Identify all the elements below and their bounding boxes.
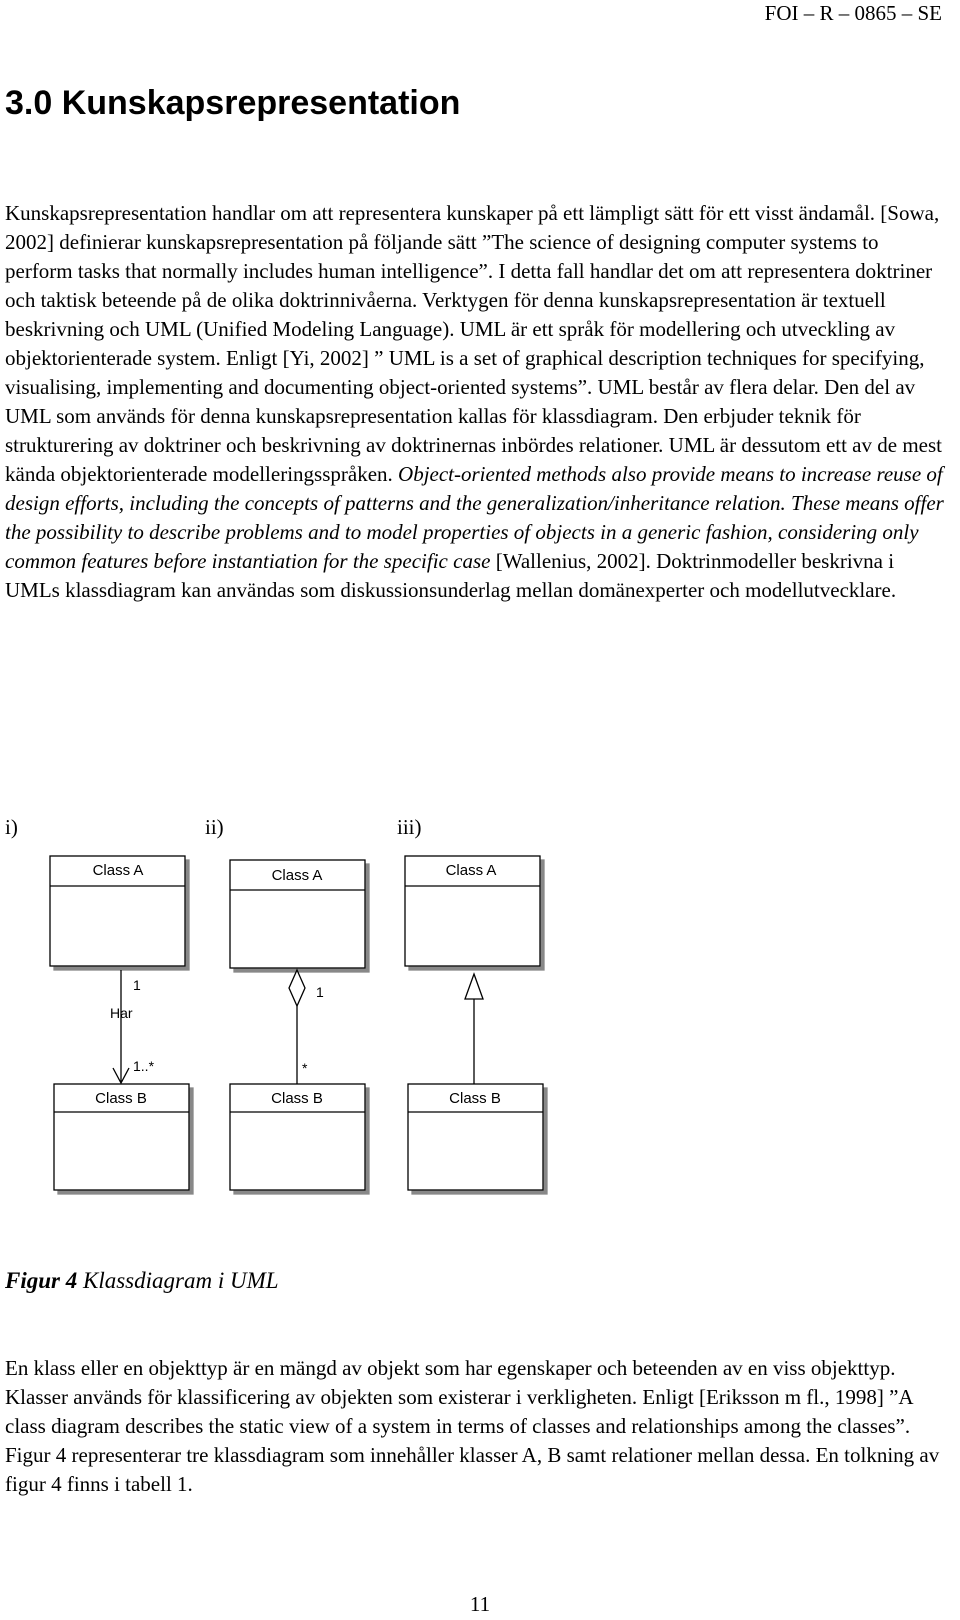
intro-text-1: Kunskapsrepresentation handlar om att representera kunskaper på ett lämpligt sätt för ett visst ändamål. [Sowa, 2002] definierar kunskapsrepresentation på följande sätt ”The science of designing computer systems to perform tasks that normally includes human intelligence”. I detta fall handlar det om att representera doktriner och taktisk beteende på de olika doktrinnivåerna. Verktygen för denna kunskapsrepresentation är textuell beskrivning och UML (Unified Modeling Language). UML är ett språk för modellering och utveckling av objektorienterade system. Enligt [Yi, 2002] ” UML is a set of graphical description techniques for specifying, visualising, implementing and documenting object-oriented systems”. UML består av flera delar. Den del av UML som används för denna kunskapsrepresentation kallas för klassdiagram. Den erbjuder teknik för strukturering av doktriner och beskrivning av doktrinernas inbördes relationer. UML är dessutom ett av de mest kända objektorienterade modelleringsspråken. bbox=[5, 201, 942, 486]
generalization-arrow bbox=[465, 974, 483, 1084]
figure-caption bbox=[5, 1268, 279, 1294]
multiplicity-bottom-1: 1..* bbox=[133, 1058, 155, 1074]
multiplicity-top-1: 1 bbox=[133, 977, 141, 993]
association-name-har: Har bbox=[110, 1005, 133, 1021]
intro-quote-italic: Object-oriented methods also provide means to increase reuse of design efforts, including the concepts of patterns and the generalization/inheritance relation. These means offer the possibility to describe problems and to model properties of objects in a generic fashion, considering only common features before instantiation for the specific case bbox=[5, 462, 944, 573]
class-a-label-2: Class A bbox=[271, 867, 323, 884]
class-paragraph: En klass eller en objekttyp är en mängd av objekt som har egenskaper och beteenden av en viss objekttyp. Klasser används för klassificering av objekten som existerar i verkligheten. Enligt [Eriksson m fl., 1998] ”A class diagram describes the static view of a system in terms of classes and relationships among the classes”. Figur 4 representerar tre klassdiagram som innehåller klasser A, B samt relationer mellan dessa. En tolkning av figur 4 finns i tabell 1. bbox=[5, 1356, 940, 1496]
class-a-label-3: Class A bbox=[445, 862, 497, 879]
document-id: FOI – R – 0865 – SE bbox=[764, 1, 942, 25]
figure-caption-text: Klassdiagram i UML bbox=[77, 1268, 279, 1293]
multiplicity-bottom-2: * bbox=[302, 1060, 308, 1076]
class-box-a-1 bbox=[50, 856, 185, 966]
class-a-label-1: Class A bbox=[92, 862, 144, 879]
diagram-label-ii: ii) bbox=[205, 815, 224, 839]
section-title: 3.0 Kunskapsrepresentation bbox=[5, 84, 461, 122]
multiplicity-top-2: 1 bbox=[316, 984, 324, 1000]
association-arrow-1 bbox=[113, 970, 129, 1083]
diagram-label-i: i) bbox=[5, 815, 18, 839]
diagram-label-iii: iii) bbox=[397, 815, 422, 839]
class-box-b-2 bbox=[230, 1084, 365, 1190]
page-number: 11 bbox=[469, 1592, 491, 1616]
class-box-b-3 bbox=[408, 1084, 543, 1190]
class-b-label-1: Class B bbox=[95, 1090, 147, 1107]
figure-caption-prefix: Figur 4 bbox=[5, 1268, 78, 1293]
class-box-b-1 bbox=[54, 1084, 189, 1190]
intro-paragraph bbox=[5, 199, 950, 605]
intro-text-2: [Wallenius, 2002]. Doktrinmodeller beskrivna i UMLs klassdiagram kan användas som diskussionsunderlag mellan domänexperter och modellutvecklare. bbox=[5, 549, 897, 602]
class-box-a-3 bbox=[405, 856, 540, 966]
uml-class-diagram bbox=[0, 840, 960, 1200]
class-b-label-2: Class B bbox=[271, 1090, 323, 1107]
class-box-a-2 bbox=[230, 860, 365, 968]
class-b-label-3: Class B bbox=[449, 1090, 501, 1107]
